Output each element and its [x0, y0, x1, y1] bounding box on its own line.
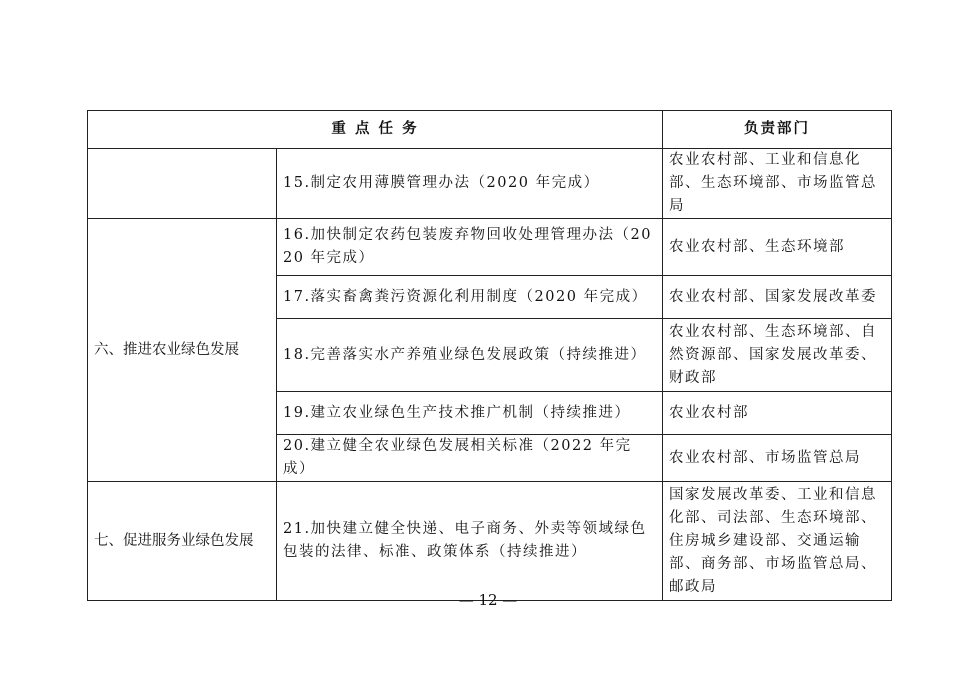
dept-cell: 农业农村部: [663, 392, 892, 435]
table-row: [88, 149, 892, 219]
dept-cell: 农业农村部、生态环境部、自然资源部、国家发展改革委、财政部: [663, 319, 892, 392]
task-cell: 16.加快制定农药包装废弃物回收处理管理办法（2020 年完成）: [277, 219, 663, 276]
task-cell: 18.完善落实水产养殖业绿色发展政策（持续推进）: [277, 319, 663, 392]
category-cell-empty: [88, 149, 277, 219]
task-cell: 20.建立健全农业绿色发展相关标准（2022 年完成）: [277, 435, 663, 482]
task-cell: 17.落实畜禽粪污资源化利用制度（2020 年完成）: [277, 276, 663, 319]
task-cell: 21.加快建立健全快递、电子商务、外卖等领域绿色包装的法律、标准、政策体系（持续推进）: [277, 482, 663, 601]
dept-cell: 农业农村部、生态环境部: [663, 219, 892, 276]
dept-cell: 国家发展改革委、工业和信息化部、司法部、生态环境部、住房城乡建设部、交通运输部、商务部、市场监管总局、邮政局: [663, 482, 892, 601]
header-dept: 负责部门: [663, 111, 892, 149]
dept-cell: 农业农村部、工业和信息化部、生态环境部、市场监管总局: [663, 149, 892, 219]
category-cell: 六、推进农业绿色发展: [88, 219, 277, 482]
category-cell: 七、促进服务业绿色发展: [88, 482, 277, 601]
table-header-row: [88, 111, 892, 149]
task-cell: 19.建立农业绿色生产技术推广机制（持续推进）: [277, 392, 663, 435]
page-number: — 12 —: [458, 591, 518, 609]
task-cell: 15.制定农用薄膜管理办法（2020 年完成）: [277, 149, 663, 219]
table-row: [88, 482, 892, 601]
table-row: [88, 219, 892, 276]
dept-cell: 农业农村部、国家发展改革委: [663, 276, 892, 319]
tasks-table: [87, 110, 892, 601]
dept-cell: 农业农村部、市场监管总局: [663, 435, 892, 482]
header-task: 重 点 任 务: [88, 111, 663, 149]
